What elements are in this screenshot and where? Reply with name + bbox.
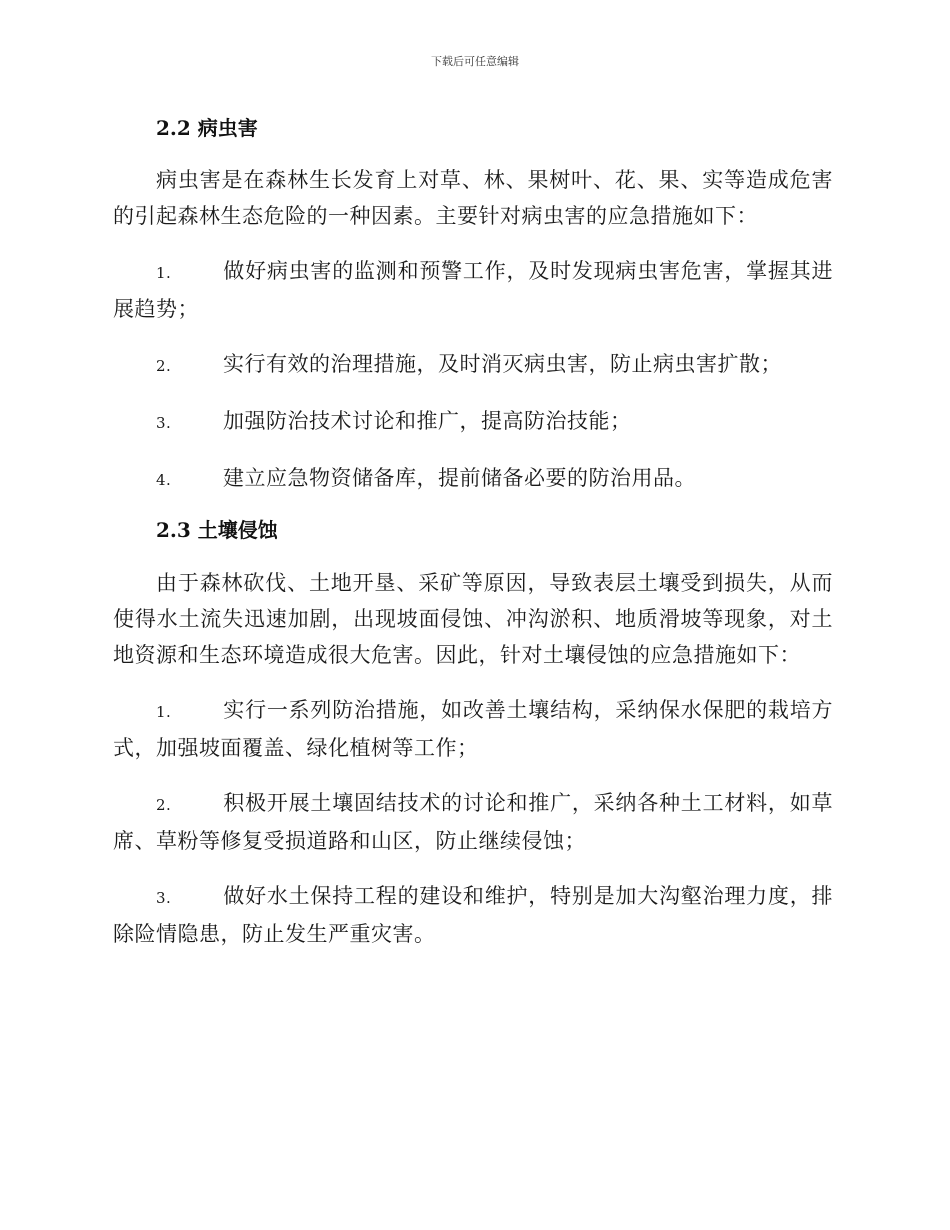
list-item-text: 积极开展土壤固结技术的讨论和推广，采纳各种土工材料，如草席、草粉等修复受损道路和山区，防止继续侵蚀； xyxy=(113,791,833,853)
list-item-number: 3. xyxy=(156,414,172,432)
section-intro-soil-erosion: 由于森林砍伐、土地开垦、采矿等原因，导致表层土壤受到损失，从而使得水土流失迅速加剧，出现坡面侵蚀、冲沟淤积、地质滑坡等现象，对土地资源和生态环境造成很大危害。因此，针对土壤侵蚀的应急措施如下： xyxy=(113,571,833,667)
list-item-text: 做好水土保持工程的建设和维护，特别是加大沟壑治理力度，排除险情隐患，防止发生严重灾害。 xyxy=(113,884,833,946)
list-item xyxy=(113,692,833,766)
list-item-text: 实行一系列防治措施，如改善土壤结构，采纳保水保肥的栽培方式，加强坡面覆盖、绿化植树等工作； xyxy=(113,698,833,760)
running-header: 下载后可任意编辑 xyxy=(431,55,519,68)
section-title-pests: 2.2 病虫害 xyxy=(156,116,258,140)
list-item-number: 1. xyxy=(156,264,172,282)
list-item xyxy=(113,346,833,384)
document-body xyxy=(113,112,833,952)
list-item-number: 1. xyxy=(156,703,172,721)
section-intro-pests: 病虫害是在森林生长发育上对草、林、果树叶、花、果、实等造成危害的引起森林生态危险的一种因素。主要针对病虫害的应急措施如下： xyxy=(113,168,833,228)
list-item xyxy=(113,878,833,952)
list-item-text: 建立应急物资储备库，提前储备必要的防治用品。 xyxy=(223,466,696,490)
section-title-soil-erosion: 2.3 土壤侵蚀 xyxy=(156,518,278,542)
list-item-number: 3. xyxy=(156,889,172,907)
list-item xyxy=(113,460,833,498)
list-item-text: 加强防治技术讨论和推广，提高防治技能； xyxy=(223,409,632,433)
list-item xyxy=(113,403,833,441)
list-item-number: 2. xyxy=(156,796,172,814)
list-item xyxy=(113,253,833,327)
list-item-text: 实行有效的治理措施，及时消灭病虫害，防止病虫害扩散； xyxy=(223,352,782,376)
list-item-text: 做好病虫害的监测和预警工作，及时发现病虫害危害，掌握其进展趋势； xyxy=(113,259,833,321)
list-item xyxy=(113,785,833,859)
list-item-number: 2. xyxy=(156,357,172,375)
list-item-number: 4. xyxy=(156,471,172,489)
